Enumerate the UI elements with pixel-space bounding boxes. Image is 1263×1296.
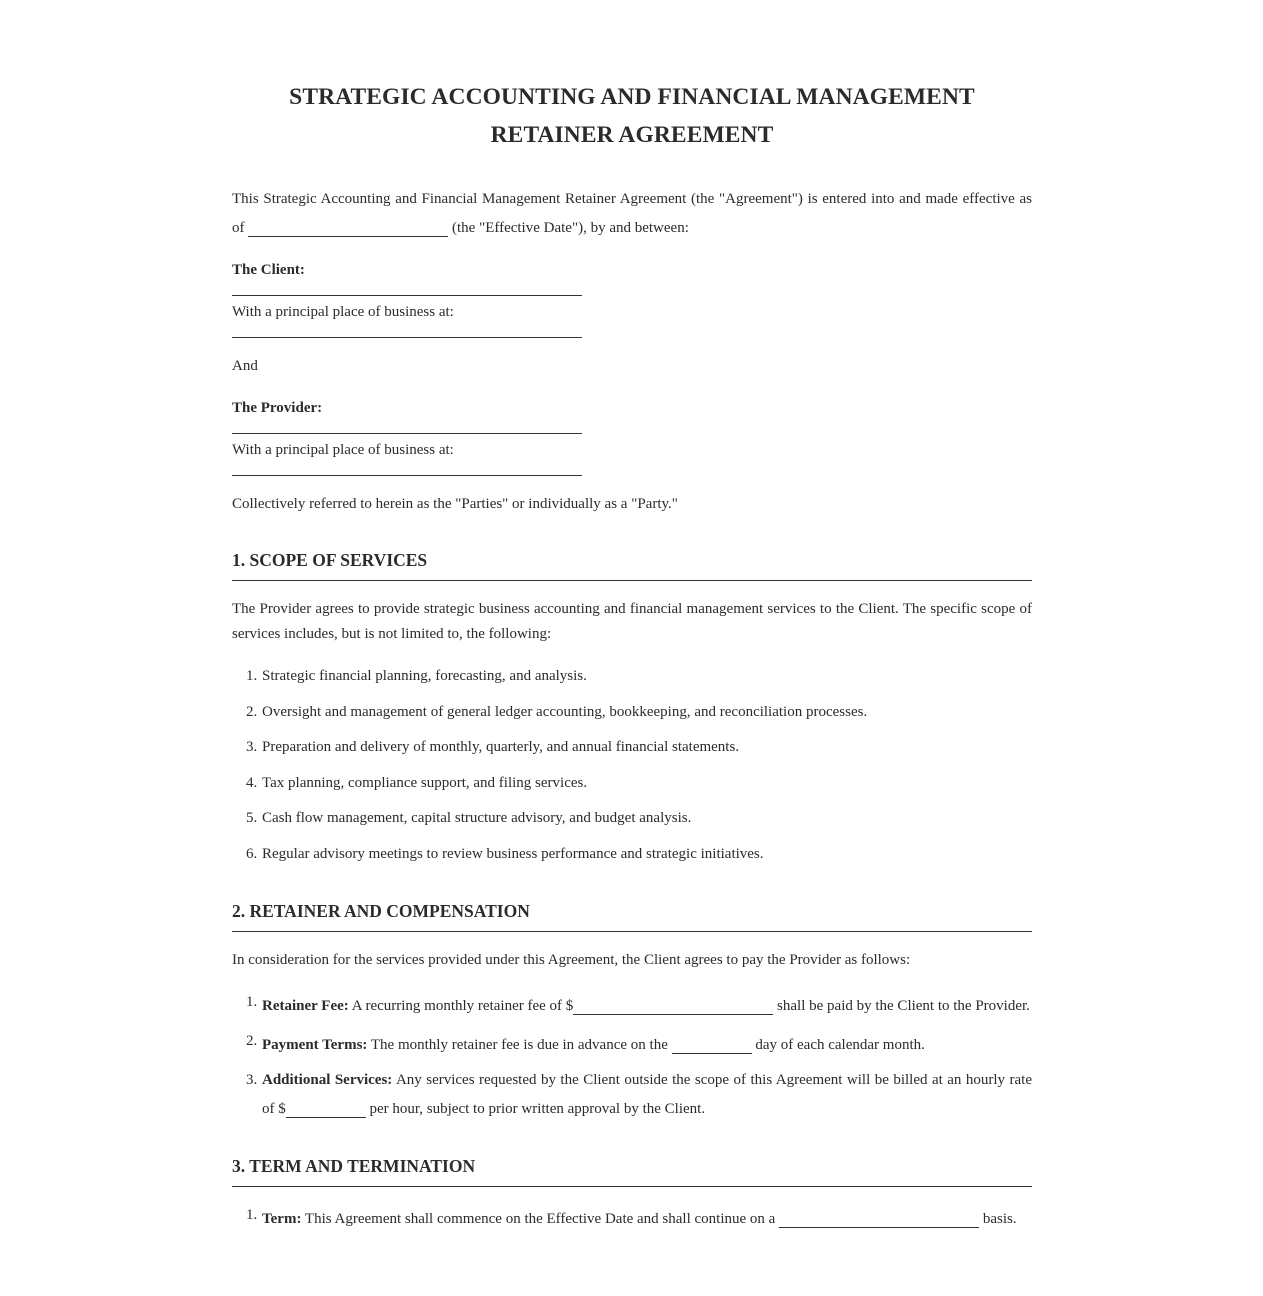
payment-day-blank[interactable] [672,1034,752,1054]
provider-address-label: With a principal place of business at: [232,442,454,458]
intro-text-after: (the "Effective Date"), by and between: [452,220,689,236]
list-item-text: Tax planning, compliance support, and filing services. [262,774,588,791]
term-text-before: This Agreement shall commence on the Effective Date and shall continue on a [304,1210,776,1227]
term-label: Term: [262,1210,302,1227]
list-number: 1. [246,668,258,684]
list-item-text: Regular advisory meetings to review business performance and strategic initiatives. [262,845,764,862]
list-item [232,771,1032,796]
hourly-rate-blank[interactable] [286,1098,366,1118]
provider-label: The Provider: [232,400,323,416]
list-number: 3. [246,739,258,755]
document-title [172,78,1092,154]
list-item [232,1068,1032,1122]
retainer-fee-blank[interactable] [573,995,773,1015]
list-item-text: Preparation and delivery of monthly, quarterly, and annual financial statements. [262,739,740,755]
additional-services-label: Additional Services: [262,1071,393,1088]
list-number: 2. [246,703,258,720]
client-label: The Client: [232,262,305,278]
term-basis-blank[interactable] [779,1208,979,1228]
client-address-blank[interactable] [232,337,582,338]
list-item [232,1203,1032,1232]
collectively-text: Collectively referred to herein as the "Parties" or individually as a "Party." [232,496,678,512]
term-text-after: basis. [982,1210,1017,1227]
list-item [232,1029,1032,1058]
list-item [232,990,1032,1019]
term-list [232,1203,1032,1232]
list-number: 1. [246,993,258,1010]
list-item-text: Strategic financial planning, forecasting, and analysis. [262,668,587,684]
retainer-fee-text-before: A recurring monthly retainer fee of $ [351,997,574,1014]
retainer-fee-text-after: shall be paid by the Client to the Provider. [777,997,1030,1014]
intro-text-before: This Strategic Accounting and Financial Management Retainer Agreement (the "Agreement") is entered into and made effective as of [232,191,1032,236]
agreement-document [232,0,1032,1232]
list-item [232,664,1032,689]
retainer-fee-label: Retainer Fee: [262,997,349,1014]
section-1-heading: 1. SCOPE OF SERVICES [232,548,1032,581]
client-address-label: With a principal place of business at: [232,304,454,320]
section-1-intro: The Provider agrees to provide strategic business accounting and financial management services to the Client. The specific scope of services includes, but is not limited to, the following: [232,601,1032,642]
compensation-list [232,990,1032,1122]
and-text: And [232,358,258,374]
list-number: 5. [246,810,258,826]
list-item [232,735,1032,760]
payment-terms-label: Payment Terms: [262,1036,368,1053]
effective-date-blank[interactable] [248,217,448,237]
list-item-text: Oversight and management of general ledger accounting, bookkeeping, and reconciliation processes. [262,703,868,720]
services-list [232,664,1032,867]
list-item [232,806,1032,831]
payment-terms-text-after: day of each calendar month. [755,1036,925,1053]
list-number: 3. [246,1071,258,1088]
section-2-heading: 2. RETAINER AND COMPENSATION [232,899,1032,932]
payment-terms-text-before: The monthly retainer fee is due in advance on the [370,1036,668,1053]
list-item [232,842,1032,867]
title-line-1: STRATEGIC ACCOUNTING AND FINANCIAL MANAGEMENT [289,84,975,110]
list-item-text: Cash flow management, capital structure advisory, and budget analysis. [262,810,692,826]
title-line-2: RETAINER AGREEMENT [490,122,774,148]
additional-services-text-after: per hour, subject to prior written approval by the Client. [369,1100,706,1117]
list-number: 6. [246,845,258,862]
list-number: 1. [246,1206,258,1223]
additional-services-text-before: Any services requested by the Client outside the scope of this Agreement will be billed at an hourly rate of $ [262,1071,1032,1117]
section-3-heading: 3. TERM AND TERMINATION [232,1154,1032,1187]
provider-name-blank[interactable] [232,433,582,434]
list-item [232,700,1032,725]
client-name-blank[interactable] [232,295,582,296]
section-2-intro: In consideration for the services provided under this Agreement, the Client agrees to pay the Provider as follows: [232,951,911,968]
list-number: 2. [246,1032,258,1049]
intro-paragraph [232,187,1032,241]
provider-address-blank[interactable] [232,475,582,476]
list-number: 4. [246,774,258,791]
